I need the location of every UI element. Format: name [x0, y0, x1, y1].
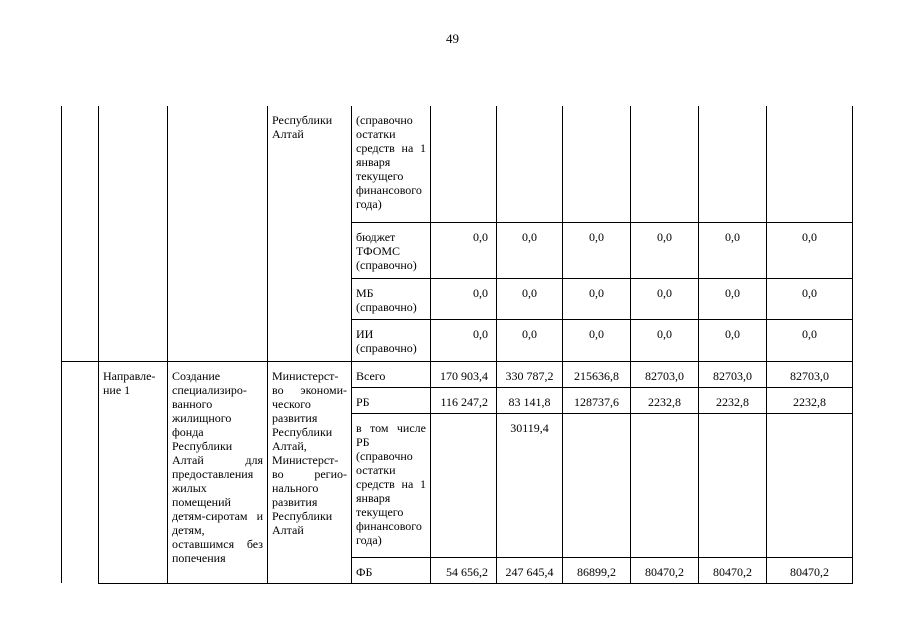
value-cell: 0,0: [767, 222, 853, 278]
value-cell: 215636,8: [563, 361, 631, 387]
value-cell: 0,0: [497, 319, 563, 361]
value-cell: 116 247,2: [431, 387, 497, 413]
table-row: [62, 361, 853, 387]
value-cell: [431, 413, 497, 557]
value-cell: 0,0: [563, 278, 631, 319]
direction-label: Направле-ние 1: [99, 361, 168, 583]
value-cell: [767, 413, 853, 557]
value-cell: [631, 413, 699, 557]
name-cell: [168, 106, 268, 361]
value-cell: [563, 413, 631, 557]
value-cell: 0,0: [497, 278, 563, 319]
value-cell: 80470,2: [631, 557, 699, 583]
source-cell: РБ: [352, 387, 431, 413]
value-cell: [699, 413, 767, 557]
budget-table: [61, 106, 853, 584]
value-cell: 80470,2: [767, 557, 853, 583]
value-cell: 330 787,2: [497, 361, 563, 387]
responsible-org: Министерст-во экономи-ческого развития Республики Алтай, Министерст-во регио-нального развития Республики Алтай: [268, 361, 352, 583]
value-cell: 82703,0: [767, 361, 853, 387]
direction-name: Создание специализиро-ванного жилищного фонда Республики Алтай для предоставления жилых помещений детям-сиротам и детям, оставшимся без попечения: [168, 361, 268, 583]
value-cell: 86899,2: [563, 557, 631, 583]
value-cell: 0,0: [699, 319, 767, 361]
value-cell: 170 903,4: [431, 361, 497, 387]
value-cell: 128737,6: [563, 387, 631, 413]
value-cell: 0,0: [767, 319, 853, 361]
table-row: [62, 106, 853, 222]
value-cell: 82703,0: [699, 361, 767, 387]
value-cell: 80470,2: [699, 557, 767, 583]
value-cell: [497, 106, 563, 222]
value-cell: 0,0: [699, 278, 767, 319]
value-cell: [563, 106, 631, 222]
row-number-cell: [62, 361, 99, 583]
value-cell: 0,0: [631, 278, 699, 319]
value-cell: 0,0: [431, 319, 497, 361]
value-cell: 0,0: [631, 222, 699, 278]
value-cell: [431, 106, 497, 222]
value-cell: 0,0: [497, 222, 563, 278]
source-cell: Всего: [352, 361, 431, 387]
value-cell: 82703,0: [631, 361, 699, 387]
value-cell: 247 645,4: [497, 557, 563, 583]
value-cell: 2232,8: [767, 387, 853, 413]
value-cell: 0,0: [563, 222, 631, 278]
source-cell: в том числе РБ (справочно остатки средств на 1 января текущего финансового года): [352, 413, 431, 557]
source-cell: ФБ: [352, 557, 431, 583]
source-cell: ИИ (справочно): [352, 319, 431, 361]
value-cell: 2232,8: [631, 387, 699, 413]
source-cell: (справочно остатки средств на 1 января текущего финансового года): [352, 106, 431, 222]
direction-cell: [99, 106, 168, 361]
value-cell: [767, 106, 853, 222]
page-number: 49: [446, 31, 459, 46]
source-cell: МБ (справочно): [352, 278, 431, 319]
value-cell: 2232,8: [699, 387, 767, 413]
org-cell: Республики Алтай: [268, 106, 352, 361]
value-cell: 0,0: [631, 319, 699, 361]
value-cell: 54 656,2: [431, 557, 497, 583]
value-cell: [631, 106, 699, 222]
value-cell: 0,0: [699, 222, 767, 278]
value-cell: 0,0: [431, 278, 497, 319]
value-cell: 0,0: [431, 222, 497, 278]
value-cell: 83 141,8: [497, 387, 563, 413]
value-cell: 0,0: [767, 278, 853, 319]
value-cell: [699, 106, 767, 222]
source-cell: бюджет ТФОМС (справочно): [352, 222, 431, 278]
value-cell: 0,0: [563, 319, 631, 361]
row-number-cell: [62, 106, 99, 361]
value-cell: 30119,4: [497, 413, 563, 557]
